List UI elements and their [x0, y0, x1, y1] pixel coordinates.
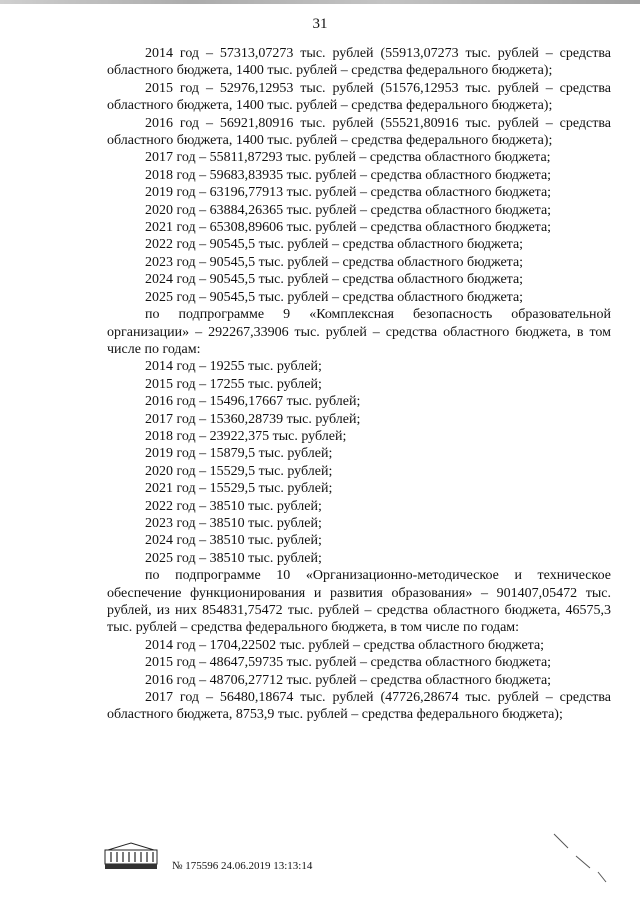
list-line: 2022 год – 90545,5 тыс. рублей – средства областного бюджета; — [145, 237, 524, 253]
page-footer — [96, 826, 616, 886]
list-line: 2017 год – 15360,28739 тыс. рублей; — [145, 411, 361, 427]
page-number: 31 — [312, 16, 328, 32]
list-line: 2014 год – 19255 тыс. рублей; — [145, 359, 322, 375]
paragraph: 2016 год – 56921,80916 тыс. рублей (55521,80916 тыс. рублей – средства областного бюджета, 1400 тыс. рублей – средства федерального бюджета); — [107, 115, 611, 149]
list-line: 2014 год – 1704,22502 тыс. рублей – средства областного бюджета; — [145, 637, 545, 653]
list-line: 2024 год – 38510 тыс. рублей; — [145, 533, 322, 549]
paragraph: 2017 год – 56480,18674 тыс. рублей (47726,28674 тыс. рублей – средства областного бюджета, 8753,9 тыс. рублей – средства федерального бюджета); — [107, 690, 611, 723]
registration-stamp-icon — [102, 840, 160, 872]
document-body — [107, 45, 611, 724]
list-line: 2018 год – 23922,375 тыс. рублей; — [145, 428, 347, 444]
paragraph: 2014 год – 57313,07273 тыс. рублей (55913,07273 тыс. рублей – средства областного бюджета, 1400 тыс. рублей – средства федерального бюджета); — [107, 46, 611, 79]
paragraph: по подпрограмме 9 «Комплексная безопасность образовательной организации» – 292267,33906 тыс. рублей – средства областного бюджета, в том числе по годам: — [107, 307, 611, 357]
list-line: 2020 год – 63884,26365 тыс. рублей – средства областного бюджета; — [145, 202, 552, 218]
paragraph: 2015 год – 52976,12953 тыс. рублей (51576,12953 тыс. рублей – средства областного бюджета, 1400 тыс. рублей – средства федерального бюджета); — [107, 80, 611, 114]
list-line: 2024 год – 90545,5 тыс. рублей – средства областного бюджета; — [145, 272, 524, 288]
list-line: 2015 год – 17255 тыс. рублей; — [145, 376, 322, 392]
list-line: 2019 год – 15879,5 тыс. рублей; — [145, 446, 333, 462]
list-line: 2021 год – 15529,5 тыс. рублей; — [145, 481, 333, 497]
list-line: 2020 год – 15529,5 тыс. рублей; — [145, 463, 333, 479]
list-line: 2017 год – 55811,87293 тыс. рублей – средства областного бюджета; — [145, 150, 551, 166]
pen-mark-icon — [546, 826, 616, 886]
list-line: 2023 год – 90545,5 тыс. рублей – средства областного бюджета; — [145, 254, 524, 270]
list-line: 2018 год – 59683,83935 тыс. рублей – средства областного бюджета; — [145, 167, 552, 183]
list-line: 2015 год – 48647,59735 тыс. рублей – средства областного бюджета; — [145, 655, 552, 671]
list-line: 2023 год – 38510 тыс. рублей; — [145, 515, 322, 531]
list-line: 2019 год – 63196,77913 тыс. рублей – средства областного бюджета; — [145, 185, 552, 201]
paragraph: по подпрограмме 10 «Организационно-методическое и техническое обеспечение функционирования и развития образования» – 901407,05472 тыс. рублей, из них 854831,75472 тыс. рублей – средства областного бюджета, 46575,3 тыс. рублей – средства федерального бюджета, в том числе по годам: — [107, 568, 611, 636]
list-line: 2025 год – 38510 тыс. рублей; — [145, 550, 322, 566]
list-line: 2016 год – 15496,17667 тыс. рублей; — [145, 394, 361, 410]
list-line: 2021 год – 65308,89606 тыс. рублей – средства областного бюджета; — [145, 220, 552, 236]
list-line: 2016 год – 48706,27712 тыс. рублей – средства областного бюджета; — [145, 672, 552, 688]
list-line: 2025 год – 90545,5 тыс. рублей – средства областного бюджета; — [145, 289, 524, 305]
scan-edge-line — [0, 0, 640, 4]
document-registration-number: № 175596 24.06.2019 13:13:14 — [172, 860, 313, 872]
list-line: 2022 год – 38510 тыс. рублей; — [145, 498, 322, 514]
